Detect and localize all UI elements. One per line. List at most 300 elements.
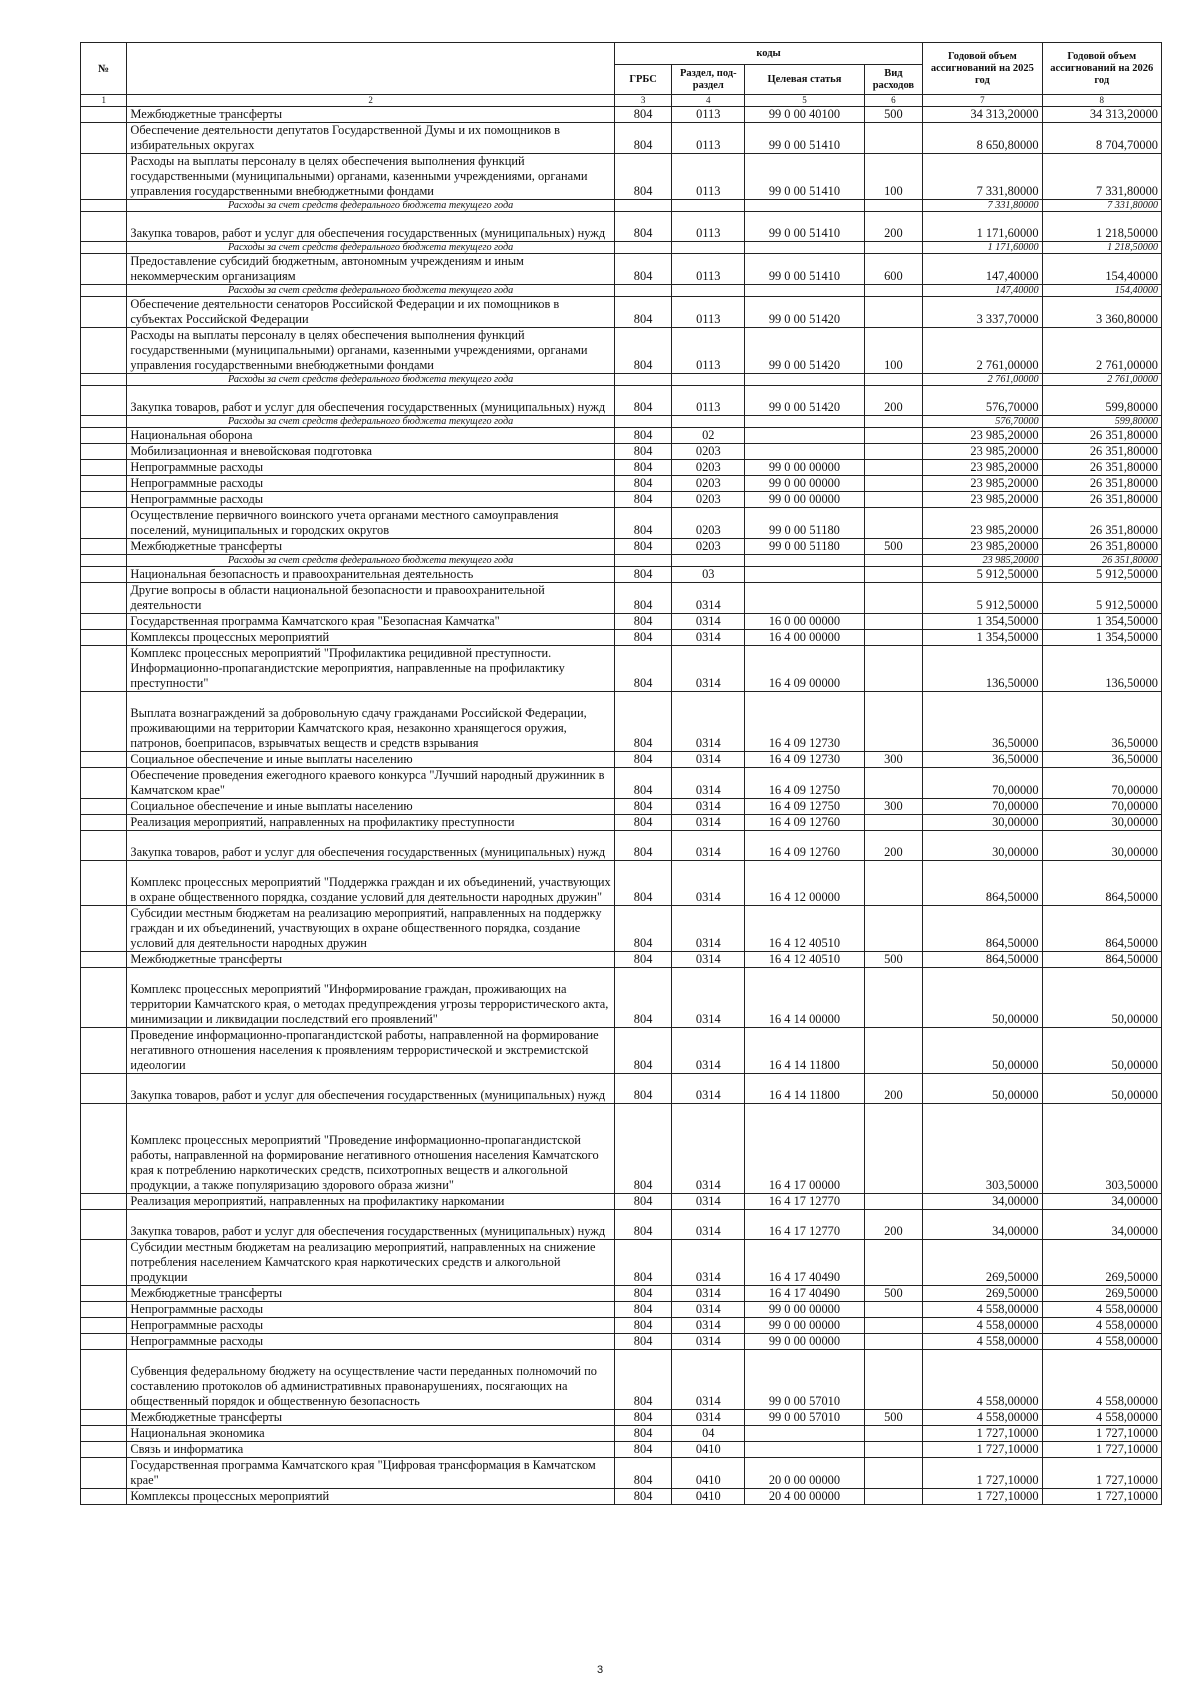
cell-section: [672, 374, 745, 386]
cell-grbs: 804: [614, 1074, 671, 1104]
cell-grbs: [614, 374, 671, 386]
federal-source-row: [81, 374, 1162, 386]
cell-kind: [864, 508, 923, 539]
cell-section: 0113: [672, 297, 745, 328]
cell-2026: 30,00000: [1042, 815, 1161, 831]
cell-grbs: 804: [614, 692, 671, 752]
cell-section: 02: [672, 428, 745, 444]
cell-kind: [864, 1458, 923, 1489]
cell-kind: [864, 1104, 923, 1194]
cell-target: 99 0 00 51410: [745, 212, 864, 242]
cell-section: 0113: [672, 154, 745, 200]
col-num: 5: [745, 95, 864, 107]
cell-section: 0113: [672, 328, 745, 374]
cell-2026: 269,50000: [1042, 1286, 1161, 1302]
cell-2025: 576,70000: [923, 386, 1042, 416]
cell-2026: 136,50000: [1042, 646, 1161, 692]
cell-name: Государственная программа Камчатского края "Безопасная Камчатка": [127, 614, 614, 630]
cell-target: [745, 555, 864, 567]
federal-source-row: [81, 242, 1162, 254]
table-row: [81, 1489, 1162, 1505]
cell-no: [81, 428, 127, 444]
cell-grbs: 804: [614, 1410, 671, 1426]
cell-no: [81, 1210, 127, 1240]
cell-no: [81, 768, 127, 799]
cell-2026: 154,40000: [1042, 254, 1161, 285]
col-num: 1: [81, 95, 127, 107]
cell-kind: [864, 200, 923, 212]
cell-name: Субсидии местным бюджетам на реализацию мероприятий, направленных на поддержку граждан и их объединений, участвующих в охране общественного порядка, создание условий для деятельности народных дружин: [127, 906, 614, 952]
cell-no: [81, 861, 127, 906]
cell-no: [81, 1286, 127, 1302]
cell-2026: 864,50000: [1042, 861, 1161, 906]
cell-section: 0314: [672, 1194, 745, 1210]
cell-2026: 2 761,00000: [1042, 328, 1161, 374]
cell-2026: 1 218,50000: [1042, 212, 1161, 242]
cell-section: 0203: [672, 539, 745, 555]
cell-section: 0410: [672, 1489, 745, 1505]
table-row: [81, 1302, 1162, 1318]
cell-target: 99 0 00 51420: [745, 386, 864, 416]
cell-grbs: 804: [614, 1350, 671, 1410]
cell-section: 0314: [672, 952, 745, 968]
cell-target: 99 0 00 57010: [745, 1350, 864, 1410]
cell-name: Выплата вознаграждений за добровольную сдачу гражданами Российской Федерации, проживающими на территории Камчатского края, незаконно хранящегося оружия, патронов, боеприпасов, взрывчатых веществ и средств взрывания: [127, 692, 614, 752]
cell-grbs: 804: [614, 1318, 671, 1334]
cell-no: [81, 492, 127, 508]
cell-no: [81, 831, 127, 861]
cell-2026: 50,00000: [1042, 1074, 1161, 1104]
cell-2025: 864,50000: [923, 952, 1042, 968]
cell-2026: 4 558,00000: [1042, 1318, 1161, 1334]
cell-2025: 4 558,00000: [923, 1334, 1042, 1350]
cell-target: 99 0 00 51420: [745, 328, 864, 374]
cell-kind: [864, 1240, 923, 1286]
cell-name: Непрограммные расходы: [127, 460, 614, 476]
cell-2025: 30,00000: [923, 831, 1042, 861]
cell-2026: 26 351,80000: [1042, 539, 1161, 555]
cell-2025: 864,50000: [923, 861, 1042, 906]
cell-2026: 154,40000: [1042, 285, 1161, 297]
cell-section: 0314: [672, 1318, 745, 1334]
cell-no: [81, 1410, 127, 1426]
cell-name: Комплекс процессных мероприятий "Проведение информационно-пропагандистской работы, направленной на формирование негативного отношения населения Камчатского края к потреблению наркотических средств, психотропных веществ и алкогольной продукции, а также популяризацию здорового образа жизни": [127, 1104, 614, 1194]
cell-kind: 200: [864, 1074, 923, 1104]
header-2026: Годовой объем ассигнований на 2026 год: [1042, 43, 1161, 95]
cell-section: 0314: [672, 1240, 745, 1286]
cell-kind: [864, 123, 923, 154]
table-row: [81, 567, 1162, 583]
cell-2026: 3 360,80000: [1042, 297, 1161, 328]
table-row: [81, 630, 1162, 646]
cell-name: Расходы за счет средств федерального бюджета текущего года: [127, 242, 614, 254]
budget-table: [80, 42, 1162, 1505]
cell-name: Расходы за счет средств федерального бюджета текущего года: [127, 200, 614, 212]
table-row: [81, 952, 1162, 968]
cell-no: [81, 1489, 127, 1505]
cell-2026: 4 558,00000: [1042, 1302, 1161, 1318]
cell-name: Закупка товаров, работ и услуг для обеспечения государственных (муниципальных) нужд: [127, 212, 614, 242]
cell-2025: 23 985,20000: [923, 555, 1042, 567]
cell-target: 99 0 00 51410: [745, 254, 864, 285]
table-row: [81, 460, 1162, 476]
cell-name: Непрограммные расходы: [127, 1318, 614, 1334]
cell-2026: 30,00000: [1042, 831, 1161, 861]
cell-name: Субсидии местным бюджетам на реализацию мероприятий, направленных на снижение потребления населением Камчатского края наркотических средств и алкогольной продукции: [127, 1240, 614, 1286]
cell-kind: [864, 906, 923, 952]
cell-name: Непрограммные расходы: [127, 1334, 614, 1350]
table-row: [81, 1104, 1162, 1194]
cell-2026: 4 558,00000: [1042, 1350, 1161, 1410]
table-row: [81, 861, 1162, 906]
cell-kind: 500: [864, 1286, 923, 1302]
cell-no: [81, 583, 127, 614]
cell-2025: 269,50000: [923, 1240, 1042, 1286]
cell-grbs: 804: [614, 328, 671, 374]
table-row: [81, 386, 1162, 416]
cell-section: 0314: [672, 1334, 745, 1350]
cell-section: 0113: [672, 123, 745, 154]
table-row: [81, 1240, 1162, 1286]
cell-no: [81, 952, 127, 968]
cell-target: 16 4 12 40510: [745, 906, 864, 952]
cell-target: [745, 242, 864, 254]
cell-kind: 500: [864, 107, 923, 123]
cell-target: 99 0 00 00000: [745, 476, 864, 492]
header-grbs: ГРБС: [614, 65, 671, 95]
cell-kind: [864, 1442, 923, 1458]
table-row: [81, 752, 1162, 768]
cell-kind: 300: [864, 799, 923, 815]
cell-kind: [864, 692, 923, 752]
cell-kind: [864, 630, 923, 646]
cell-section: 0314: [672, 799, 745, 815]
cell-name: Национальная экономика: [127, 1426, 614, 1442]
cell-target: 16 4 14 11800: [745, 1074, 864, 1104]
col-num: 3: [614, 95, 671, 107]
cell-no: [81, 416, 127, 428]
cell-section: 0314: [672, 815, 745, 831]
table-row: [81, 1074, 1162, 1104]
cell-kind: [864, 242, 923, 254]
table-row: [81, 1028, 1162, 1074]
cell-grbs: 804: [614, 815, 671, 831]
budget-document: [80, 42, 1162, 1505]
cell-2026: 1 727,10000: [1042, 1442, 1161, 1458]
cell-2025: 1 727,10000: [923, 1442, 1042, 1458]
cell-no: [81, 476, 127, 492]
cell-target: 16 4 09 12760: [745, 831, 864, 861]
cell-kind: [864, 444, 923, 460]
table-row: [81, 692, 1162, 752]
cell-section: 0203: [672, 508, 745, 539]
cell-section: 0314: [672, 968, 745, 1028]
cell-2025: 1 354,50000: [923, 630, 1042, 646]
cell-2025: 1 171,60000: [923, 242, 1042, 254]
cell-kind: [864, 1318, 923, 1334]
cell-target: 16 4 14 00000: [745, 968, 864, 1028]
cell-2026: 864,50000: [1042, 906, 1161, 952]
cell-section: [672, 200, 745, 212]
cell-no: [81, 1442, 127, 1458]
cell-section: 0113: [672, 107, 745, 123]
cell-no: [81, 646, 127, 692]
cell-name: Непрограммные расходы: [127, 476, 614, 492]
col-num: 8: [1042, 95, 1161, 107]
cell-section: [672, 285, 745, 297]
cell-grbs: 804: [614, 799, 671, 815]
header-codes: коды: [614, 43, 922, 65]
cell-name: Межбюджетные трансферты: [127, 1410, 614, 1426]
cell-2026: 5 912,50000: [1042, 567, 1161, 583]
cell-2025: 4 558,00000: [923, 1410, 1042, 1426]
table-body: [81, 107, 1162, 1505]
cell-name: Закупка товаров, работ и услуг для обеспечения государственных (муниципальных) нужд: [127, 1210, 614, 1240]
cell-kind: [864, 1350, 923, 1410]
header-2025: Годовой объем ассигнований на 2025 год: [923, 43, 1042, 95]
cell-2026: 8 704,70000: [1042, 123, 1161, 154]
cell-2025: 34,00000: [923, 1210, 1042, 1240]
cell-2026: 1 727,10000: [1042, 1458, 1161, 1489]
cell-no: [81, 1458, 127, 1489]
cell-grbs: 804: [614, 1426, 671, 1442]
cell-name: Реализация мероприятий, направленных на профилактику наркомании: [127, 1194, 614, 1210]
table-row: [81, 1410, 1162, 1426]
cell-target: [745, 374, 864, 386]
cell-target: [745, 416, 864, 428]
cell-target: 99 0 00 00000: [745, 492, 864, 508]
cell-grbs: 804: [614, 1489, 671, 1505]
cell-kind: 500: [864, 1410, 923, 1426]
col-num: 7: [923, 95, 1042, 107]
cell-no: [81, 212, 127, 242]
cell-section: 0203: [672, 444, 745, 460]
cell-target: [745, 200, 864, 212]
cell-name: Межбюджетные трансферты: [127, 1286, 614, 1302]
cell-kind: 100: [864, 154, 923, 200]
cell-2026: 4 558,00000: [1042, 1410, 1161, 1426]
cell-section: 0314: [672, 1286, 745, 1302]
cell-2025: 23 985,20000: [923, 476, 1042, 492]
cell-no: [81, 1318, 127, 1334]
cell-no: [81, 630, 127, 646]
federal-source-row: [81, 285, 1162, 297]
cell-2026: 303,50000: [1042, 1104, 1161, 1194]
cell-2026: 34 313,20000: [1042, 107, 1161, 123]
header-kind: Вид расходов: [864, 65, 923, 95]
cell-target: [745, 428, 864, 444]
table-row: [81, 1210, 1162, 1240]
cell-no: [81, 1302, 127, 1318]
cell-no: [81, 692, 127, 752]
cell-2025: 4 558,00000: [923, 1318, 1042, 1334]
cell-section: 0314: [672, 861, 745, 906]
cell-kind: 500: [864, 539, 923, 555]
cell-grbs: 804: [614, 539, 671, 555]
cell-target: [745, 444, 864, 460]
cell-target: 99 0 00 00000: [745, 1302, 864, 1318]
cell-grbs: 804: [614, 212, 671, 242]
cell-no: [81, 815, 127, 831]
cell-name: Обеспечение деятельности депутатов Государственной Думы и их помощников в избирательных округах: [127, 123, 614, 154]
cell-kind: [864, 476, 923, 492]
cell-grbs: 804: [614, 968, 671, 1028]
cell-name: Комплексы процессных мероприятий: [127, 630, 614, 646]
cell-grbs: 804: [614, 614, 671, 630]
cell-section: 0203: [672, 460, 745, 476]
table-row: [81, 815, 1162, 831]
cell-2025: 4 558,00000: [923, 1302, 1042, 1318]
cell-target: 16 0 00 00000: [745, 614, 864, 630]
cell-section: 0314: [672, 752, 745, 768]
cell-kind: [864, 416, 923, 428]
cell-section: 0314: [672, 1210, 745, 1240]
cell-no: [81, 285, 127, 297]
cell-no: [81, 539, 127, 555]
cell-grbs: 804: [614, 254, 671, 285]
cell-grbs: 804: [614, 476, 671, 492]
cell-no: [81, 614, 127, 630]
table-row: [81, 1194, 1162, 1210]
cell-target: 16 4 09 00000: [745, 646, 864, 692]
cell-section: 0314: [672, 630, 745, 646]
cell-2026: 26 351,80000: [1042, 428, 1161, 444]
table-row: [81, 297, 1162, 328]
cell-section: 0314: [672, 1104, 745, 1194]
cell-2026: 26 351,80000: [1042, 444, 1161, 460]
cell-grbs: [614, 416, 671, 428]
cell-kind: [864, 285, 923, 297]
cell-no: [81, 386, 127, 416]
cell-no: [81, 1240, 127, 1286]
cell-grbs: [614, 242, 671, 254]
cell-target: 16 4 09 12750: [745, 799, 864, 815]
cell-2026: 269,50000: [1042, 1240, 1161, 1286]
cell-grbs: [614, 200, 671, 212]
cell-section: 0113: [672, 386, 745, 416]
cell-grbs: 804: [614, 154, 671, 200]
cell-section: [672, 416, 745, 428]
table-row: [81, 1442, 1162, 1458]
cell-target: 16 4 17 40490: [745, 1286, 864, 1302]
cell-2025: 23 985,20000: [923, 444, 1042, 460]
cell-2025: 50,00000: [923, 1028, 1042, 1074]
cell-2025: 4 558,00000: [923, 1350, 1042, 1410]
cell-no: [81, 1334, 127, 1350]
col-num: 2: [127, 95, 614, 107]
table-row: [81, 107, 1162, 123]
table-row: [81, 428, 1162, 444]
cell-2025: 147,40000: [923, 254, 1042, 285]
cell-target: 20 0 00 00000: [745, 1458, 864, 1489]
cell-no: [81, 799, 127, 815]
cell-section: 0314: [672, 692, 745, 752]
cell-section: 0314: [672, 1074, 745, 1104]
cell-2025: 7 331,80000: [923, 154, 1042, 200]
cell-name: Расходы за счет средств федерального бюджета текущего года: [127, 555, 614, 567]
cell-section: 0314: [672, 646, 745, 692]
cell-2025: 7 331,80000: [923, 200, 1042, 212]
cell-kind: 200: [864, 386, 923, 416]
cell-target: 16 4 17 00000: [745, 1104, 864, 1194]
cell-grbs: 804: [614, 1104, 671, 1194]
table-row: [81, 539, 1162, 555]
cell-target: [745, 567, 864, 583]
cell-2025: 70,00000: [923, 799, 1042, 815]
cell-target: 16 4 09 12730: [745, 692, 864, 752]
cell-kind: 600: [864, 254, 923, 285]
cell-no: [81, 460, 127, 476]
cell-name: Закупка товаров, работ и услуг для обеспечения государственных (муниципальных) нужд: [127, 386, 614, 416]
cell-2025: 36,50000: [923, 692, 1042, 752]
table-row: [81, 508, 1162, 539]
cell-target: [745, 285, 864, 297]
table-row: [81, 492, 1162, 508]
cell-name: Расходы на выплаты персоналу в целях обеспечения выполнения функций государственными (муниципальными) органами, казенными учреждениями, органами управления государственными внебюджетными фондами: [127, 154, 614, 200]
cell-no: [81, 906, 127, 952]
cell-2025: 50,00000: [923, 1074, 1042, 1104]
cell-kind: 300: [864, 752, 923, 768]
cell-target: 16 4 09 12730: [745, 752, 864, 768]
cell-target: 99 0 00 51410: [745, 123, 864, 154]
cell-target: [745, 1442, 864, 1458]
cell-2025: 1 171,60000: [923, 212, 1042, 242]
cell-target: 99 0 00 57010: [745, 1410, 864, 1426]
cell-kind: [864, 768, 923, 799]
federal-source-row: [81, 200, 1162, 212]
cell-name: Непрограммные расходы: [127, 492, 614, 508]
cell-kind: [864, 567, 923, 583]
cell-2025: 576,70000: [923, 416, 1042, 428]
cell-2025: 23 985,20000: [923, 492, 1042, 508]
cell-2026: 7 331,80000: [1042, 200, 1161, 212]
cell-2026: 5 912,50000: [1042, 583, 1161, 614]
cell-section: 0203: [672, 492, 745, 508]
cell-2026: 26 351,80000: [1042, 492, 1161, 508]
cell-name: Социальное обеспечение и иные выплаты населению: [127, 752, 614, 768]
cell-name: Закупка товаров, работ и услуг для обеспечения государственных (муниципальных) нужд: [127, 831, 614, 861]
table-row: [81, 444, 1162, 460]
cell-2026: 599,80000: [1042, 386, 1161, 416]
table-row: [81, 254, 1162, 285]
cell-kind: [864, 1426, 923, 1442]
cell-no: [81, 328, 127, 374]
cell-grbs: 804: [614, 444, 671, 460]
cell-no: [81, 444, 127, 460]
header-name: [127, 43, 614, 95]
cell-target: 99 0 00 51420: [745, 297, 864, 328]
cell-target: 16 4 17 40490: [745, 1240, 864, 1286]
cell-section: 0314: [672, 1028, 745, 1074]
cell-grbs: 804: [614, 567, 671, 583]
cell-name: Расходы за счет средств федерального бюджета текущего года: [127, 285, 614, 297]
cell-name: Непрограммные расходы: [127, 1302, 614, 1318]
column-numbers-row: [81, 95, 1162, 107]
cell-no: [81, 555, 127, 567]
cell-target: [745, 583, 864, 614]
cell-no: [81, 154, 127, 200]
cell-section: 0314: [672, 831, 745, 861]
cell-name: Связь и информатика: [127, 1442, 614, 1458]
cell-grbs: 804: [614, 906, 671, 952]
table-row: [81, 328, 1162, 374]
table-row: [81, 906, 1162, 952]
cell-2026: 26 351,80000: [1042, 460, 1161, 476]
cell-target: 99 0 00 00000: [745, 1318, 864, 1334]
table-row: [81, 799, 1162, 815]
cell-name: Проведение информационно-пропагандистской работы, направленной на формирование негативного отношения населения к проявлениям террористической и экстремистской идеологии: [127, 1028, 614, 1074]
cell-2025: 23 985,20000: [923, 508, 1042, 539]
